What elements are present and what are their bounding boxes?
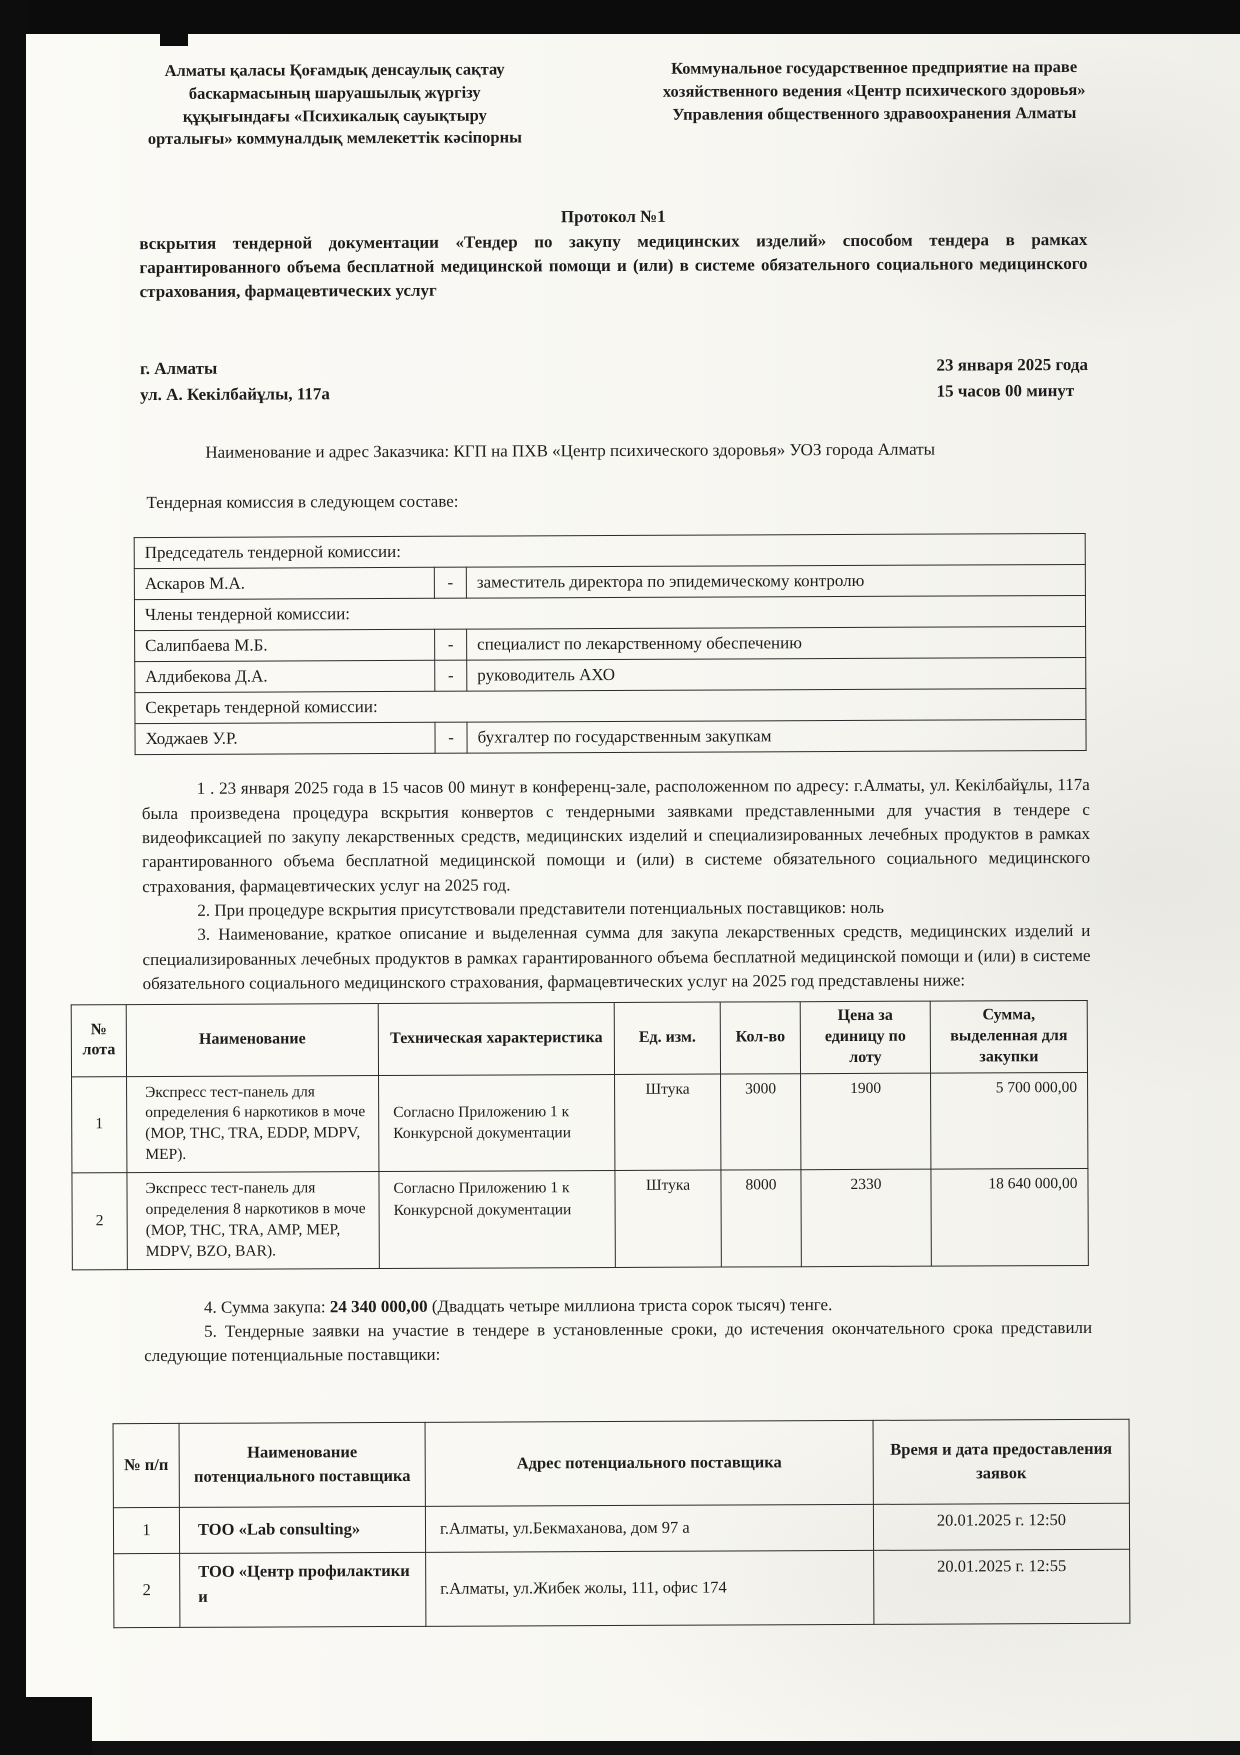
lots-table — [71, 1000, 1089, 1270]
organization-name-russian: Коммунальное государственное предприятие на праве хозяйственного ведения «Центр психического здоровья» Управления общественного здравоохранения Алматы — [662, 56, 1086, 124]
table-header-row — [71, 1001, 1087, 1077]
lot-qty-cell: 8000 — [721, 1170, 801, 1267]
commission-section-label: Секретарь тендерной комиссии: — [135, 689, 1086, 724]
city-line: г. Алматы — [139, 359, 218, 379]
col-header-row-number: № п/п — [113, 1423, 179, 1507]
supplier-number-cell: 2 — [114, 1553, 180, 1627]
member-role: заместитель директора по эпидемическому контролю — [466, 565, 1085, 599]
lot-name-cell: Экспресс тест-панель для определения 8 наркотиков в моче (MOP, THC, TRA, AMP, MEP, MDPV, BZO, BAR). — [127, 1172, 379, 1270]
sum-words: (Двадцать четыре миллиона триста сорок тысяч) тенге. — [427, 1294, 833, 1316]
sum-label: 4. Сумма закупа: — [203, 1297, 330, 1317]
lot-unit-cell: Штука — [615, 1074, 721, 1171]
scan-edge-bottom — [0, 1741, 1240, 1755]
place-block — [140, 356, 330, 408]
document-content — [82, 56, 1113, 1628]
table-row — [113, 1503, 1129, 1553]
lot-price-cell: 2330 — [801, 1169, 931, 1266]
member-role: бухгалтер по государственным закупкам — [467, 720, 1086, 754]
scan-edge-left — [0, 0, 26, 1755]
time-line: 15 часов 00 минут — [936, 380, 1075, 401]
table-row — [114, 1549, 1130, 1627]
lot-sum-cell: 18 640 000,00 — [931, 1169, 1088, 1266]
lot-qty-cell: 3000 — [721, 1073, 801, 1170]
lot-spec-cell: Согласно Приложению 1 к Конкурсной документации — [379, 1171, 615, 1269]
col-header-unit-price: Цена за единицу по лоту — [800, 1001, 930, 1073]
paragraph-2: 2. При процедуре вскрытия присутствовали представители потенциальных поставщиков: ноль — [197, 897, 885, 920]
suppliers-table — [113, 1419, 1131, 1628]
paragraph-5: 5. Тендерные заявки на участие в тендере в установленные сроки, до истечения окончательного срока представили следующие потенциальные поставщики: — [144, 1318, 1093, 1366]
address-line: ул. А. Кекілбайұлы, 117а — [140, 384, 330, 405]
table-row — [134, 565, 1085, 600]
supplier-name-cell: ТОО «Lab consulting» — [179, 1506, 425, 1553]
supplier-number-cell: 1 — [113, 1507, 179, 1553]
table-row — [72, 1169, 1088, 1270]
member-name: Салипбаева М.Б. — [135, 630, 435, 662]
col-header-supplier-address: Адрес потенциального поставщика — [425, 1420, 873, 1506]
supplier-address-cell: г.Алматы, ул.Жибек жолы, 111, офис 174 — [426, 1550, 874, 1626]
col-header-lot-number: № лота — [71, 1005, 126, 1077]
col-header-unit: Ед. изм. — [614, 1002, 720, 1074]
supplier-datetime-cell: 20.01.2025 г. 12:55 — [874, 1549, 1130, 1624]
dash-cell: - — [434, 568, 466, 599]
scan-edge-top — [0, 0, 1240, 34]
col-header-spec: Техническая характеристика — [378, 1003, 614, 1075]
table-header-row — [113, 1419, 1129, 1507]
paragraph-3: 3. Наименование, краткое описание и выделенная сумма для закупа лекарственных средств, медицинских изделий и специализированных лечебных продуктов в рамках гарантированного объема бесплатной медицинской помощи и (или) в системе обязательного социального медицинского страхования, фармацевтических услуг на 2025 год представлены ниже: — [142, 921, 1091, 993]
total-sum-value: 24 340 000,00 — [329, 1296, 428, 1317]
lot-spec-cell: Согласно Приложению 1 к Конкурсной документации — [379, 1074, 615, 1172]
place-date-block — [140, 352, 1088, 407]
datetime-block — [936, 352, 1088, 404]
dash-cell: - — [435, 723, 467, 754]
col-header-supplier-name: Наименование потенциального поставщика — [179, 1422, 425, 1507]
commission-table — [134, 533, 1087, 755]
table-row — [134, 596, 1085, 631]
lot-number-cell: 2 — [72, 1173, 127, 1270]
table-row — [134, 534, 1085, 569]
organization-header — [139, 56, 1087, 151]
dash-cell: - — [435, 661, 467, 692]
table-row — [135, 689, 1086, 724]
scan-artifact — [160, 30, 188, 46]
col-header-qty: Кол-во — [720, 1002, 800, 1074]
member-role: специалист по лекарственному обеспечению — [467, 627, 1086, 661]
col-header-sum: Сумма, выделенная для закупки — [930, 1001, 1087, 1073]
document-subtitle: вскрытия тендерной документации «Тендер по закупу медицинских изделий» способом тендера в рамках гарантированного объема бесплатной медицинской помощи и (или) в системе обязательного социального медицинского страхования, фармацевтических услуг — [139, 230, 1088, 302]
scan-edge-corner — [0, 1697, 92, 1755]
customer-line: Наименование и адрес Заказчика: КГП на ПХВ «Центр психического здоровья» УОЗ города Алматы — [205, 440, 936, 463]
dash-cell: - — [435, 630, 467, 661]
lot-unit-cell: Штука — [615, 1170, 721, 1267]
table-row — [135, 720, 1086, 755]
supplier-name-cell: ТОО «Центр профилактики и — [180, 1552, 426, 1627]
col-header-name: Наименование — [126, 1004, 378, 1076]
member-name: Ходжаев У.Р. — [135, 723, 435, 755]
document-title: Протокол №1 — [560, 206, 666, 227]
table-row — [135, 627, 1086, 662]
table-row — [72, 1072, 1088, 1173]
member-name: Алдибекова Д.А. — [135, 661, 435, 693]
lot-number-cell: 1 — [72, 1076, 127, 1173]
paragraph-1: 1 . 23 января 2025 года в 15 часов 00 минут в конференц-зале, расположенном по адресу: г.Алматы, ул. Кекілбайұлы, 117а была произведена процедура вскрытия конвертов с тендерными заявками представленными для участия в тендере с видеофиксацией по закупу лекарственных средств, медицинских изделий и специализированных лечебных продуктов в рамках гарантированного объема бесплатной медицинской помощи и (или) в системе обязательного социального медицинского страхования, фармацевтических услуг на 2025 год. — [141, 775, 1091, 896]
commission-intro: Тендерная комиссия в следующем составе: — [146, 492, 459, 513]
table-row — [135, 658, 1086, 693]
commission-section-label: Члены тендерной комиссии: — [134, 596, 1085, 631]
supplier-datetime-cell: 20.01.2025 г. 12:50 — [873, 1503, 1129, 1550]
member-role: руководитель АХО — [467, 658, 1086, 692]
commission-section-label: Председатель тендерной комиссии: — [134, 534, 1085, 569]
supplier-address-cell: г.Алматы, ул.Бекмаханова, дом 97 а — [425, 1504, 873, 1552]
lot-sum-cell: 5 700 000,00 — [931, 1072, 1088, 1169]
date-line: 23 января 2025 года — [936, 355, 1088, 376]
member-name: Аскаров М.А. — [134, 568, 434, 600]
lot-name-cell: Экспресс тест-панель для определения 6 наркотиков в моче (MOP, THC, TRA, EDDP, MDPV, MEP). — [127, 1075, 379, 1173]
organization-name-kazakh: Алматы қаласы Қоғамдық денсаулық сақтау баскармасының шаруашылық жүргізу құқығындағы «Психикалық сауықтыру орталығы» коммуналдық мемлекеттік кәсіпорны — [147, 59, 522, 149]
col-header-submission-datetime: Время и дата предоставления заявок — [873, 1419, 1129, 1504]
lot-price-cell: 1900 — [801, 1073, 931, 1170]
